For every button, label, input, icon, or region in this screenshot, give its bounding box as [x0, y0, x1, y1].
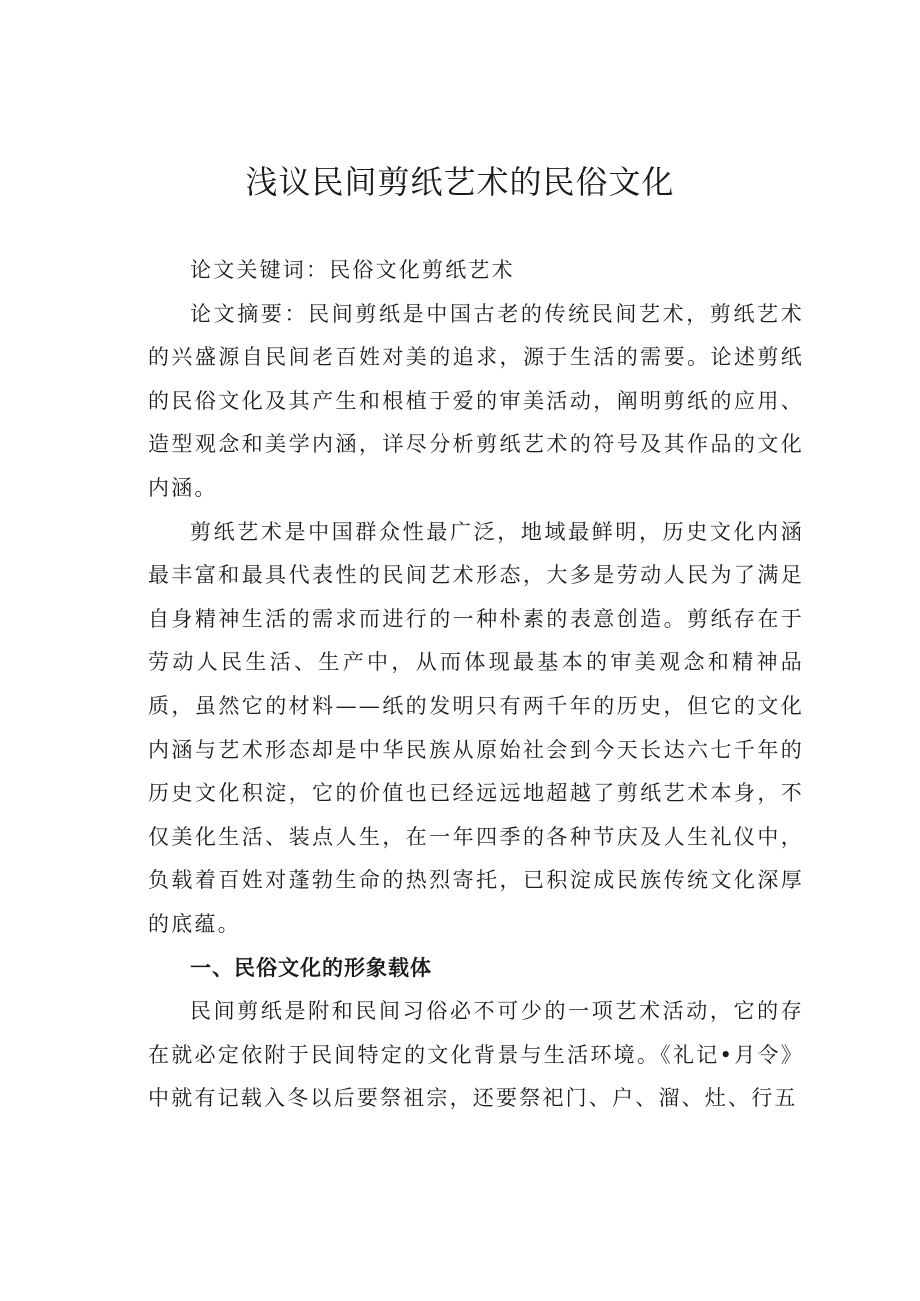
abstract-paragraph: 论文摘要：民间剪纸是中国古老的传统民间艺术，剪纸艺术的兴盛源自民间老百姓对美的追求，源于生活的需要。论述剪纸的民俗文化及其产生和根植于爱的审美活动，阐明剪纸的应用、造型观念和美学内涵，详尽分析剪纸艺术的符号及其作品的文化内涵。: [148, 301, 804, 500]
intro-paragraph: 剪纸艺术是中国群众性最广泛，地域最鲜明，历史文化内涵最丰富和最具代表性的民间艺术形态，大多是劳动人民为了满足自身精神生活的需求而进行的一种朴素的表意创造。剪纸存在于劳动人民生活、生产中，从而体现最基本的审美观念和精神品质，虽然它的材料——纸的发明只有两千年的历史，但它的文化内涵与艺术形态却是中华民族从原始社会到今天长达六七千年的历史文化积淀，它的价值也已经远远地超越了剪纸艺术本身，不仅美化生活、装点人生，在一年四季的各种节庆及人生礼仪中，负载着百姓对蓬勃生命的热烈寄托，已积淀成民族传统文化深厚的底蕴。: [148, 519, 804, 936]
section-heading: 一、民俗文化的形象载体: [190, 955, 432, 980]
document-body: [148, 249, 804, 1121]
document-title: 浅议民间剪纸艺术的民俗文化: [245, 163, 675, 201]
section-paragraph: 民间剪纸是附和民间习俗必不可少的一项艺术活动，它的存在就必定依附于民间特定的文化背景与生活环境。《礼记•月令》中就有记载入冬以后要祭祖宗，还要祭祀门、户、溜、灶、行五: [148, 999, 804, 1111]
keywords-line: 论文关键词：民俗文化剪纸艺术: [190, 258, 515, 282]
